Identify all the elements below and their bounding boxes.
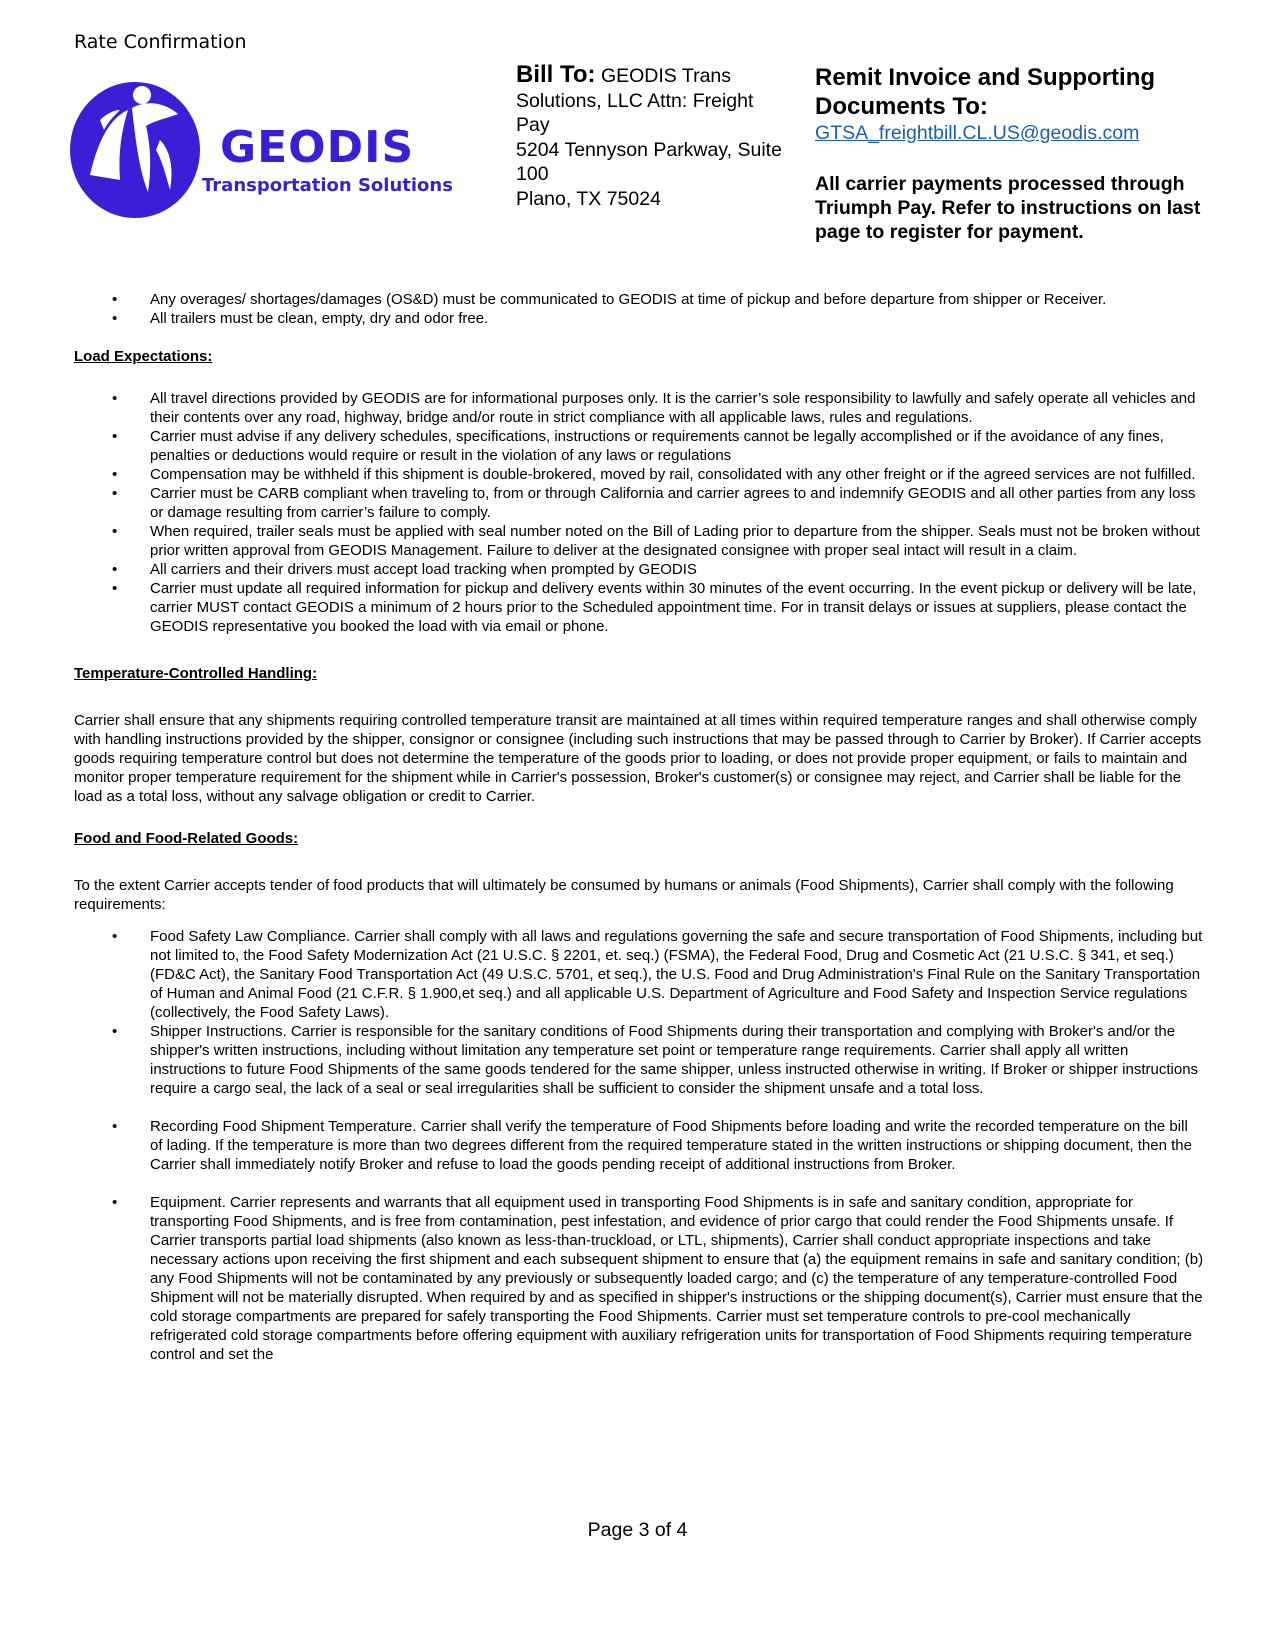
payment-note: All carrier payments processed through Triumph Pay. Refer to instructions on last page to register for payment. (815, 173, 1201, 243)
list-item: • All travel directions provided by GEODIS are for informational purposes only. It is the carrier’s sole responsibility to lawfully and safely operate all vehicles and their contents over any road, highway, bridge and/or route in strict compliance with all applicable laws, rules and regulations. (74, 389, 1204, 427)
list-item: • All carriers and their drivers must accept load tracking when prompted by GEODIS (74, 560, 1204, 579)
list-item: • Food Safety Law Compliance. Carrier shall comply with all laws and regulations governing the safe and secure transportation of Food Shipments, including but not limited to, the Food Safety Modernization Act (21 U.S.C. § 2201, et. seq.) (FSMA), the Federal Food, Drug and Cosmetic Act (21 U.S.C. § 341, et seq.) (FD&C Act), the Sanitary Food Transportation Act (49 U.S.C. 5701, et seq.), the U.S. Food and Drug Administration's Final Rule on the Sanitary Transportation of Human and Animal Food (21 C.F.R. § 1.900,et seq.) and all applicable U.S. Department of Agriculture and Food Safety and Inspection Service regulations (collectively, the Food Safety Laws). (74, 927, 1204, 1022)
bill-to-line3: Plano, TX 75024 (516, 187, 661, 210)
list-item: • Compensation may be withheld if this shipment is double-brokered, moved by rail, consolidated with any other freight or if the agreed services are not fulfilled. (74, 465, 1204, 484)
document-title: Rate Confirmation (74, 31, 247, 53)
remit-email-link[interactable]: GTSA_freightbill.CL.US@geodis.com (815, 122, 1140, 144)
food-heading: Food and Food-Related Goods: (74, 830, 299, 847)
logo-tagline-text: Transportation Solutions (202, 175, 453, 196)
logo-brand-text: GEODIS (220, 122, 415, 173)
bill-to-label: Bill To: (516, 61, 596, 88)
geodis-logo (70, 80, 470, 220)
food-intro: To the extent Carrier accepts tender of food products that will ultimately be consumed by humans or animals (Food Shipments), Carrier shall comply with the following requirements: (74, 877, 1174, 913)
temperature-heading: Temperature-Controlled Handling: (74, 665, 318, 682)
list-item: • All trailers must be clean, empty, dry and odor free. (74, 309, 1204, 328)
bill-to-line2: 5204 Tennyson Parkway, Suite 100 (516, 138, 782, 185)
list-item: • Any overages/ shortages/damages (OS&D) must be communicated to GEODIS at time of pickup and before departure from shipper or Receiver. (74, 290, 1204, 309)
remit-block (815, 63, 1235, 244)
bill-to-line1: GEODIS Trans Solutions, LLC Attn: Freight Pay (516, 65, 754, 136)
list-item: • Carrier must update all required information for pickup and delivery events within 30 minutes of the event occurring. In the event pickup or delivery will be late, carrier MUST contact GEODIS a minimum of 2 hours prior to the Scheduled appointment time. For in transit delays or issues at suppliers, please contact the GEODIS representative you booked the load with via email or phone. (74, 579, 1204, 636)
document-body (74, 290, 1204, 1364)
temperature-paragraph: Carrier shall ensure that any shipments requiring controlled temperature transit are maintained at all times within required temperature ranges and shall otherwise comply with handling instructions provided by the shipper, consignor or consignee (including such instructions that may be passed through to Carrier by Broker). If Carrier accepts goods requiring temperature control but does not determine the temperature of the goods prior to loading, or does not provide proper equipment, or fails to maintain and monitor proper temperature requirement for the shipment while in Carrier's possession, Broker's customer(s) or consignee may reject, and Carrier shall be liable for the load as a total loss, without any salvage obligation or credit to Carrier. (74, 712, 1202, 805)
page-number: Page 3 of 4 (587, 1519, 688, 1541)
list-item: • Carrier must advise if any delivery schedules, specifications, instructions or requirements cannot be legally accomplished or if the avoidance of any fines, penalties or deductions would require or result in the violation of any laws or regulations (74, 427, 1204, 465)
load-expectations-list (74, 389, 1204, 636)
load-expectations-heading: Load Expectations: (74, 348, 213, 365)
list-item: • Shipper Instructions. Carrier is responsible for the sanitary conditions of Food Shipments during their transportation and complying with Broker's and/or the shipper's written instructions, including without limitation any temperature set point or temperature range requirements. Carrier shall apply all written instructions to future Food Shipments of the same goods tendered for the same shipper, unless instructed otherwise in writing. If Broker or shipper instructions require a cargo seal, the lack of a seal or seal irregularities shall be sufficient to consider the shipment unsafe and a total loss. (74, 1022, 1204, 1098)
bill-to-block (516, 63, 786, 211)
list-item: • Carrier must be CARB compliant when traveling to, from or through California and carrier agrees to and indemnify GEODIS and all other parties from any loss or damage resulting from carrier’s failure to comply. (74, 484, 1204, 522)
food-requirements-list (74, 927, 1204, 1364)
list-item: • Recording Food Shipment Temperature. Carrier shall verify the temperature of Food Shipments before loading and write the recorded temperature on the bill of lading. If the temperature is more than two degrees different from the required temperature stated in the written instructions or shipping document, then the Carrier shall immediately notify Broker and refuse to load the goods pending receipt of additional instructions from Broker. (74, 1117, 1204, 1174)
general-bullet-list (74, 290, 1204, 328)
remit-heading: Remit Invoice and Supporting Documents To: (815, 64, 1156, 120)
list-item: • Equipment. Carrier represents and warrants that all equipment used in transporting Food Shipments is in safe and sanitary condition, appropriate for transporting Food Shipments, and is free from contamination, pest infestation, and evidence of prior cargo that could render the Food Shipments unsafe. If Carrier transports partial load shipments (also known as less-than-truckload, or LTL, shipments), Carrier shall conduct appropriate inspections and take necessary actions upon receiving the first shipment and each subsequent shipment to ensure that (a) the equipment remains in safe and sanitary condition; (b) any Food Shipments will not be contaminated by any previously or subsequently loaded cargo; and (c) the temperature of any temperature-controlled Food Shipment will not be materially disrupted. When required by and as specified in shipper's instructions or the shipping document(s), Carrier must ensure that the cold storage compartments are prepared for safely transporting the Food Shipments. Carrier must set temperature controls to pre-cool mechanically refrigerated cold storage compartments before offering equipment with auxiliary refrigeration units for transportation of Food Shipments requiring temperature control and set the (74, 1193, 1204, 1364)
list-item: • When required, trailer seals must be applied with seal number noted on the Bill of Lading prior to departure from the shipper. Seals must not be broken without prior written approval from GEODIS Management. Failure to deliver at the designated consignee with proper seal intact will result in a claim. (74, 522, 1204, 560)
